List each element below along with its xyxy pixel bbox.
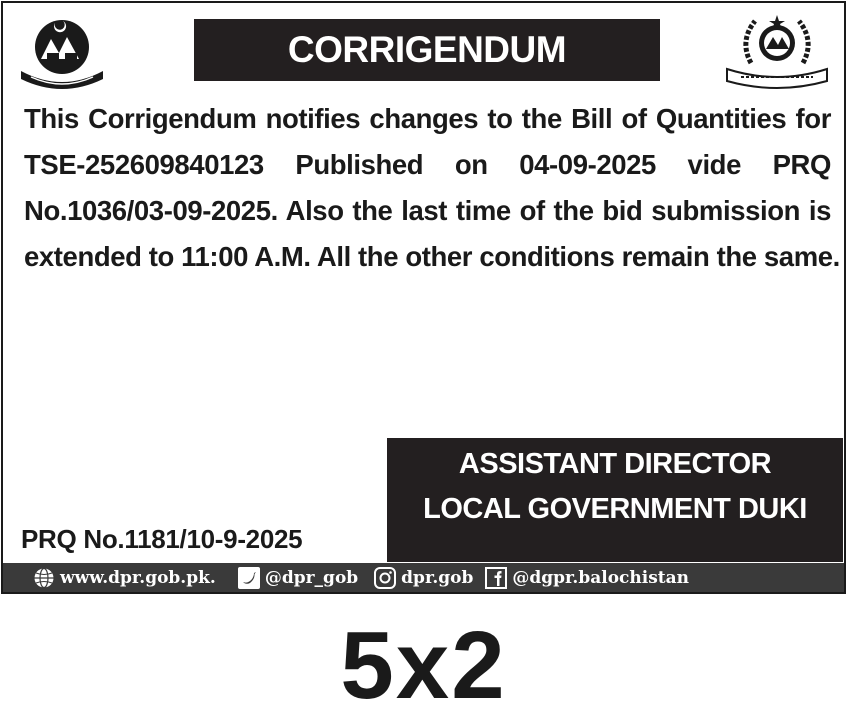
- facebook-handle: @dgpr.balochistan: [512, 567, 690, 588]
- dgpr-emblem-icon: [721, 11, 833, 91]
- corrigendum-notice: [1, 1, 846, 594]
- body-line-3: No.1036/03-09-2025. Also the last time of the bid submission is: [24, 195, 831, 226]
- instagram-icon: [374, 567, 396, 589]
- footer-instagram: [374, 567, 473, 589]
- body-line-2: TSE-252609840123 Published on 04-09-2025 vide PRQ: [24, 149, 831, 180]
- ad-size-label: 5x2: [340, 612, 507, 719]
- twitter-handle: @dpr_gob: [264, 567, 359, 588]
- footer-website: [33, 567, 216, 589]
- prq-number: PRQ No.1181/10-9-2025: [21, 524, 303, 554]
- signatory-box: [387, 438, 843, 562]
- globe-icon: [33, 567, 55, 589]
- balochistan-govt-emblem-icon: [17, 13, 107, 91]
- facebook-icon: [485, 567, 507, 589]
- footer-facebook: [485, 567, 689, 589]
- notice-title: CORRIGENDUM: [194, 19, 660, 81]
- body-line-4: extended to 11:00 A.M. All the other conditions remain the same.: [24, 241, 840, 272]
- body-line-1: This Corrigendum notifies changes to the Bill of Quantities for: [24, 103, 831, 134]
- footer-bar: [3, 563, 844, 592]
- footer-twitter: [238, 567, 358, 589]
- website-text: www.dpr.gob.pk.: [60, 567, 216, 588]
- signatory-title: ASSISTANT DIRECTOR: [458, 448, 772, 480]
- instagram-handle: dpr.gob: [401, 567, 474, 588]
- signatory-office: LOCAL GOVERNMENT DUKI: [423, 493, 807, 525]
- notice-body: [24, 96, 840, 280]
- twitter-icon: [238, 567, 260, 589]
